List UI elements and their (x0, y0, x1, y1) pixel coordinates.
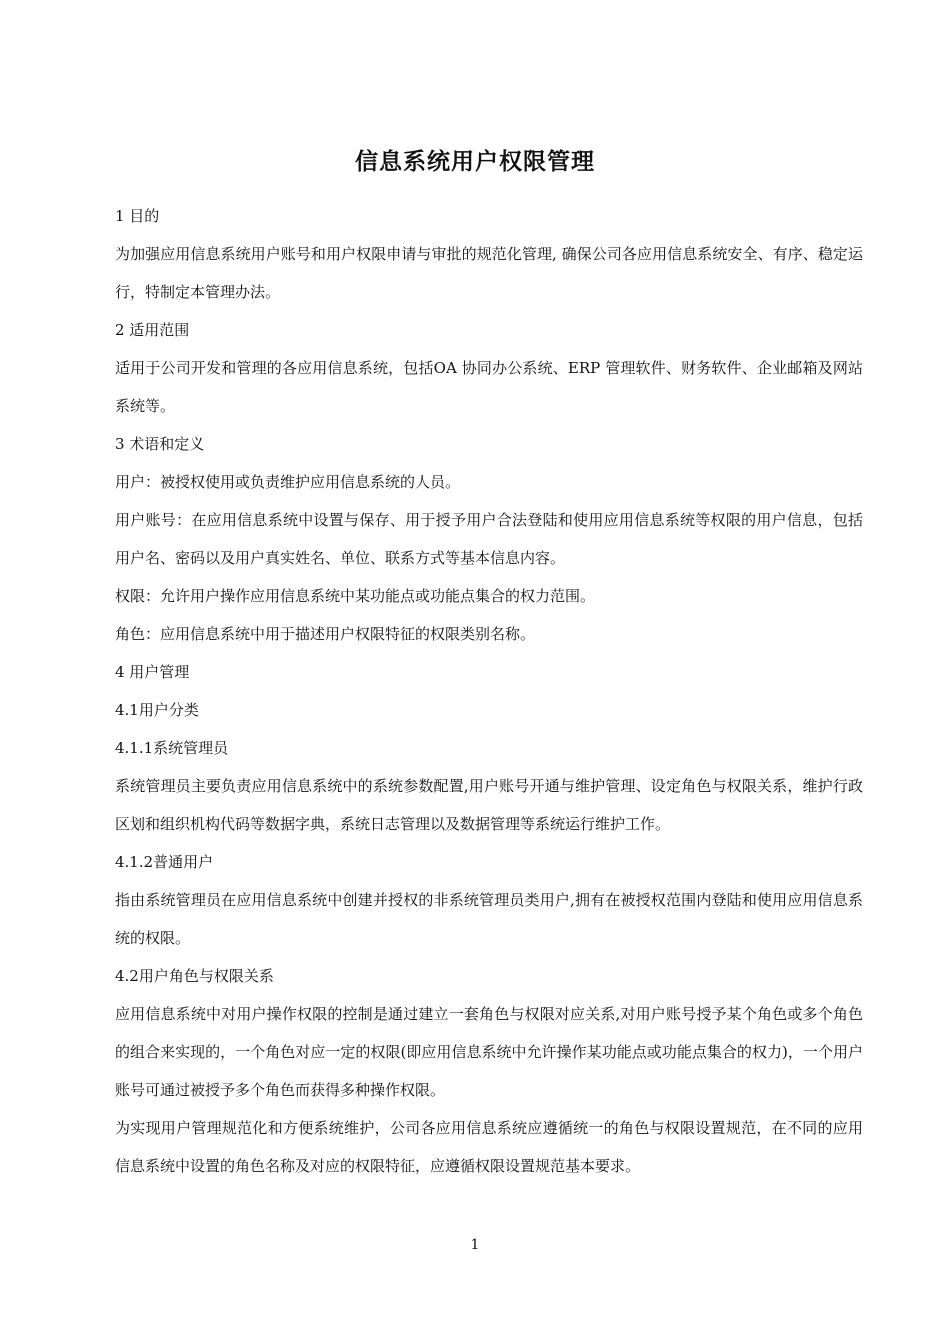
section-heading-purpose: 1 目的 (115, 207, 160, 225)
subsection-heading-user-classes: 4.1用户分类 (115, 701, 199, 719)
section-heading-user-management: 4 用户管理 (115, 663, 190, 681)
subsection-heading-role-permission: 4.2用户角色与权限关系 (115, 967, 274, 985)
paragraph-term-role: 角色：应用信息系统中用于描述用户权限特征的权限类别名称。 (115, 625, 536, 643)
subsection-heading-system-admin: 4.1.1系统管理员 (115, 739, 229, 757)
paragraph-role-permission-mechanism: 应用信息系统中对用户操作权限的控制是通过建立一套角色与权限对应关系,对用户账号授予某个角色或多个角色的组合来实现的，一个角色对应一定的权限(即应用信息系统中允许操作某功能点或功能点集合的权力)，一个用户账号可通过被授予多个角色而获得多种操作权限。 (115, 1005, 863, 1099)
paragraph-term-permission: 权限：允许用户操作应用信息系统中某功能点或功能点集合的权力范围。 (115, 587, 596, 605)
paragraph-scope: 适用于公司开发和管理的各应用信息系统，包括OA 协同办公系统、ERP 管理软件、财务软件、企业邮箱及网站系统等。 (115, 359, 863, 415)
paragraph-regular-user: 指由系统管理员在应用信息系统中创建并授权的非系统管理员类用户,拥有在被授权范围内登陆和使用应用信息系统的权限。 (115, 891, 863, 947)
paragraph-term-user-account: 用户账号：在应用信息系统中设置与保存、用于授予用户合法登陆和使用应用信息系统等权限的用户信息，包括用户名、密码以及用户真实姓名、单位、联系方式等基本信息内容。 (115, 511, 863, 567)
paragraph-system-admin: 系统管理员主要负责应用信息系统中的系统参数配置,用户账号开通与维护管理、设定角色与权限关系，维护行政区划和组织机构代码等数据字典，系统日志管理以及数据管理等系统运行维护工作。 (115, 777, 863, 833)
paragraph-purpose: 为加强应用信息系统用户账号和用户权限申请与审批的规范化管理, 确保公司各应用信息系统安全、有序、稳定运行，特制定本管理办法。 (115, 245, 863, 301)
paragraph-role-permission-standard: 为实现用户管理规范化和方便系统维护，公司各应用信息系统应遵循统一的角色与权限设置规范，在不同的应用信息系统中设置的角色名称及对应的权限特征，应遵循权限设置规范基本要求。 (115, 1119, 863, 1175)
document-body (115, 197, 863, 1185)
section-heading-scope: 2 适用范围 (115, 321, 190, 339)
section-heading-terms: 3 术语和定义 (115, 435, 205, 453)
paragraph-term-user: 用户：被授权使用或负责维护应用信息系统的人员。 (115, 473, 461, 491)
subsection-heading-regular-user: 4.1.2普通用户 (115, 853, 214, 871)
page-number: 1 (470, 1237, 480, 1253)
document-title: 信息系统用户权限管理 (355, 149, 595, 175)
